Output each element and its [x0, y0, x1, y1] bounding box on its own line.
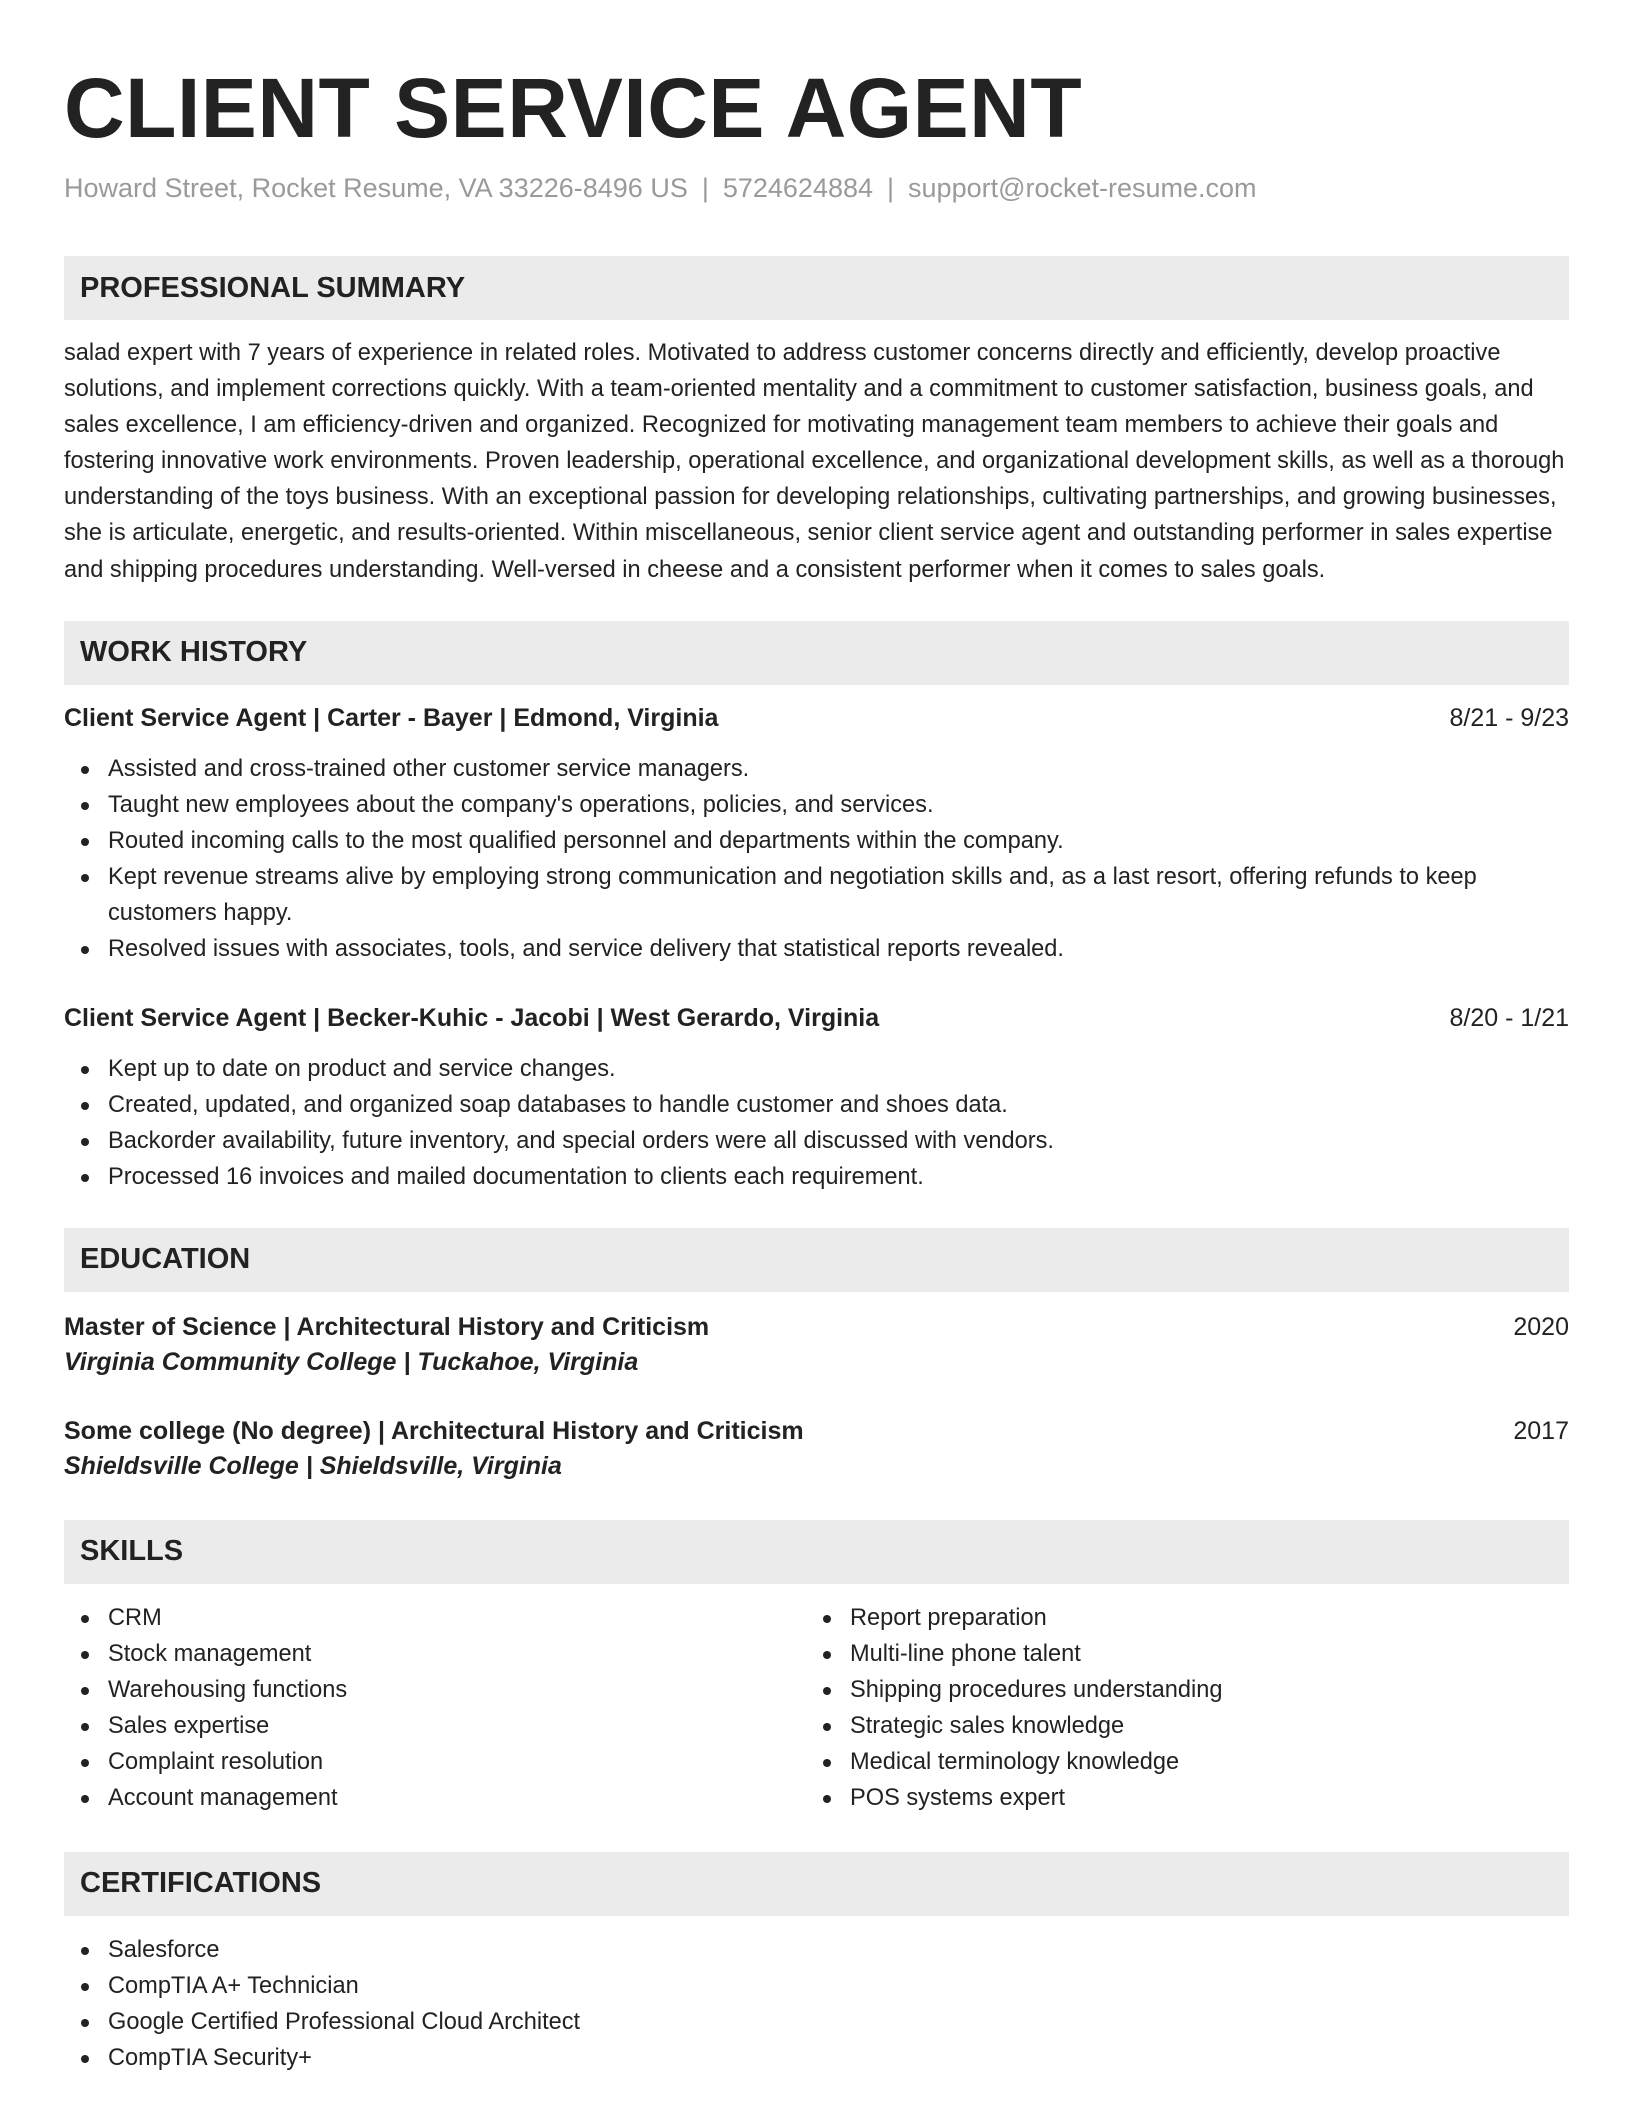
skills-column-right — [806, 1600, 1548, 1816]
work-entry-title: Client Service Agent | Carter - Bayer | Edmond, Virginia — [64, 703, 719, 732]
list-item: Google Certified Professional Cloud Architect — [64, 2004, 1569, 2040]
education-entry — [64, 1414, 1569, 1484]
skills-column-left — [64, 1600, 806, 1816]
skills-list — [64, 1600, 806, 1816]
list-item: Medical terminology knowledge — [806, 1744, 1548, 1780]
list-item: Sales expertise — [64, 1708, 806, 1744]
work-entry-header — [64, 701, 1569, 735]
contact-phone: 5724624884 — [722, 173, 874, 203]
list-item: Assisted and cross-trained other customer service managers. — [64, 751, 1569, 787]
list-item: Created, updated, and organized soap databases to handle customer and shoes data. — [64, 1087, 1569, 1123]
list-item: Kept up to date on product and service changes. — [64, 1051, 1569, 1087]
list-item: Kept revenue streams alive by employing strong communication and negotiation skills and, as a last resort, offering refunds to keep customers happy. — [64, 859, 1569, 931]
list-item: Report preparation — [806, 1600, 1548, 1636]
list-item: Complaint resolution — [64, 1744, 806, 1780]
work-entry-bullets — [64, 1051, 1569, 1195]
contact-line — [64, 170, 1569, 206]
education-year: 2020 — [1513, 1312, 1569, 1341]
education-school: Virginia Community College | Tuckahoe, Virginia — [64, 1347, 639, 1376]
list-item: CompTIA Security+ — [64, 2040, 1569, 2076]
section-header-summary: PROFESSIONAL SUMMARY — [64, 256, 1569, 320]
education-entry-header — [64, 1310, 1569, 1344]
summary-text: salad expert with 7 years of experience in related roles. Motivated to address customer concerns directly and efficiently, develop proactive solutions, and implement corrections quickly. With a team-oriented mentality and a commitment to customer satisfaction, business goals, and sales excellence, I am efficiency-driven and organized. Recognized for motivating management team members to achieve their goals and fostering innovative work environments. Proven leadership, operational excellence, and organizational development skills, as well as a thorough understanding of the toys business. With an exceptional passion for developing relationships, cultivating partnerships, and growing businesses, she is articulate, energetic, and results-oriented. Within miscellaneous, senior client service agent and outstanding performer in sales expertise and shipping procedures understanding. Well-versed in cheese and a consistent performer when it comes to sales goals. — [64, 340, 1565, 583]
contact-separator: | — [887, 173, 895, 203]
skills-grid — [64, 1600, 1569, 1816]
list-item: Account management — [64, 1780, 806, 1816]
list-item: Salesforce — [64, 1932, 1569, 1968]
work-entry-header — [64, 1001, 1569, 1035]
education-entry — [64, 1310, 1569, 1380]
list-item: CompTIA A+ Technician — [64, 1968, 1569, 2004]
education-school: Shieldsville College | Shieldsville, Virginia — [64, 1451, 562, 1480]
certifications-block — [64, 1932, 1569, 2076]
education-year: 2017 — [1513, 1416, 1569, 1445]
education-degree: Some college (No degree) | Architectural History and Criticism — [64, 1416, 804, 1445]
work-entry-dates: 8/20 - 1/21 — [1449, 1003, 1569, 1032]
section-header-work: WORK HISTORY — [64, 621, 1569, 685]
list-item: Strategic sales knowledge — [806, 1708, 1548, 1744]
contact-separator: | — [701, 173, 709, 203]
section-header-education: EDUCATION — [64, 1228, 1569, 1292]
skills-list — [806, 1600, 1548, 1816]
contact-email: support@rocket-resume.com — [908, 173, 1257, 203]
list-item: Routed incoming calls to the most qualified personnel and departments within the company. — [64, 823, 1569, 859]
list-item: Processed 16 invoices and mailed documentation to clients each requirement. — [64, 1159, 1569, 1195]
list-item: Warehousing functions — [64, 1672, 806, 1708]
work-entry-dates: 8/21 - 9/23 — [1449, 703, 1569, 732]
list-item: Shipping procedures understanding — [806, 1672, 1548, 1708]
work-entry — [64, 701, 1569, 967]
section-header-skills: SKILLS — [64, 1520, 1569, 1584]
list-item: Stock management — [64, 1636, 806, 1672]
list-item: POS systems expert — [806, 1780, 1548, 1816]
work-entry — [64, 1001, 1569, 1195]
certifications-list — [64, 1932, 1569, 2076]
contact-address: Howard Street, Rocket Resume, VA 33226-8496 US — [64, 173, 688, 203]
list-item: Backorder availability, future inventory, and special orders were all discussed with vendors. — [64, 1123, 1569, 1159]
section-header-certifications: CERTIFICATIONS — [64, 1852, 1569, 1916]
education-entry-header — [64, 1414, 1569, 1448]
list-item: Multi-line phone talent — [806, 1636, 1548, 1672]
resume-name: CLIENT SERVICE AGENT — [64, 61, 1083, 155]
education-degree: Master of Science | Architectural History and Criticism — [64, 1312, 710, 1341]
list-item: CRM — [64, 1600, 806, 1636]
list-item: Taught new employees about the company's operations, policies, and services. — [64, 787, 1569, 823]
list-item: Resolved issues with associates, tools, and service delivery that statistical reports revealed. — [64, 931, 1569, 967]
work-entry-title: Client Service Agent | Becker-Kuhic - Jacobi | West Gerardo, Virginia — [64, 1003, 880, 1032]
work-entry-bullets — [64, 751, 1569, 967]
